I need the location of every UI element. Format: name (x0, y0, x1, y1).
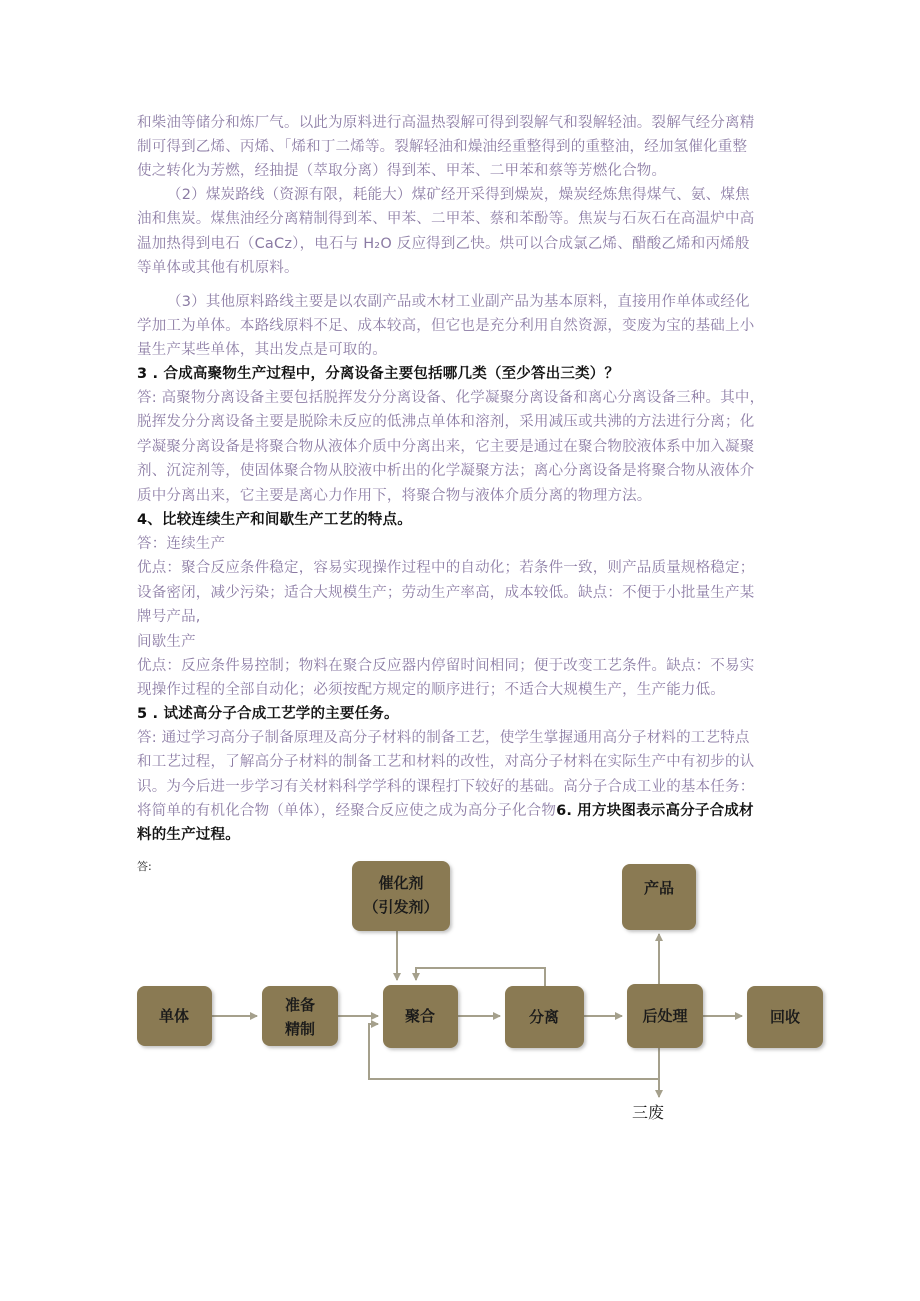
arrow-separate-recycle-polymerize (416, 968, 545, 986)
paragraph-line: 制可得到乙烯、丙烯、「烯和丁二烯等。裂解轻油和燥油经重整得到的重整油，经加氢催化重整 (137, 139, 748, 155)
question-3: 3 . 合成高聚物生产过程中，分离设备主要包括哪几类（至少答出三类）？ (137, 366, 620, 382)
answer-line: 答: 高聚物分离设备主要包括脱挥发分分离设备、化学凝聚分离设备和离心分离设备三种。其中， (137, 390, 765, 406)
label-prep-1: 准备 (284, 996, 316, 1014)
answer-line: 间歇生产 (137, 634, 196, 650)
paragraph-line: 油和焦炭。煤焦油经分离精制得到苯、甲苯、二甲苯、蔡和苯酚等。焦炭与石灰石在高温炉中高 (137, 211, 755, 227)
label-waste: 三废 (631, 1103, 665, 1122)
answer-line: 设备密闭，减少污染；适合大规模生产；劳动生产率高，成本较低。缺点：不便于小批量生产某 (137, 585, 755, 601)
paragraph-line: 温加热得到电石（CaCz），电石与 H₂O 反应得到乙快。烘可以合成氯乙烯、醋酸乙烯和丙烯般 (137, 236, 750, 252)
label-recover: 回收 (769, 1008, 801, 1026)
label-monomer: 单体 (158, 1007, 190, 1025)
label-catalyst-2: （引发剂） (363, 898, 439, 916)
label-catalyst-1: 催化剂 (378, 874, 424, 892)
question-6: 6. 用方块图表示高分子合成材 (556, 803, 754, 819)
answer-line: 优点：聚合反应条件稳定，容易实现操作过程中的自动化；若条件一致，则产品质量规格稳定； (137, 560, 755, 576)
paragraph-line: 量生产某些单体，其出发点是可取的。 (137, 342, 387, 358)
answer-line: 现操作过程的全部自动化；必须按配方规定的顺序进行；不适合大规模生产，生产能力低。 (137, 682, 725, 698)
answer-line: 识。为今后进一步学习有关材料科学学科的课程打下较好的基础。高分子合成工业的基本任务： (137, 779, 755, 795)
label-prep-2: 精制 (284, 1020, 316, 1038)
paragraph-line: （2）煤炭路线（资源有限，耗能大）煤矿经开采得到燥炭，燥炭经炼焦得煤气、氨、煤焦 (167, 187, 750, 203)
answer-line: 将简单的有机化合物（单体），经聚合反应使之成为高分子化合物6. 用方块图表示高分子合成材 (137, 803, 754, 819)
answer-line: 学凝聚分离设备是将聚合物从液体介质中分离出来，它主要是通过在聚合物胶液体系中加入凝聚 (137, 439, 755, 455)
box-product (622, 864, 696, 930)
answer-line: 脱挥发分分离设备主要是脱除未反应的低沸点单体和溶剂，采用减压或共沸的方法进行分离；化 (137, 414, 755, 430)
paragraph-line: 学加工为单体。本路线原料不足、成本较高，但它也是充分利用自然资源，变废为宝的基础上小 (137, 318, 755, 334)
paragraph-line: （3）其他原料路线主要是以农副产品或木材工业副产品为基本原料，直接用作单体或经化 (167, 294, 750, 310)
question-4: 4、比较连续生产和间歇生产工艺的特点。 (137, 512, 412, 528)
label-separate: 分离 (528, 1008, 560, 1026)
paragraph-line: 使之转化为芳燃，经抽提（萃取分离）得到苯、甲苯、二甲苯和蔡等芳燃化合物。 (137, 163, 667, 179)
question-5: 5 . 试述高分子合成工艺学的主要任务。 (137, 706, 399, 722)
answer-mark: 答: (137, 860, 152, 873)
answer-line: 答：连续生产 (137, 536, 226, 552)
label-polymerize: 聚合 (404, 1007, 436, 1025)
answer-line: 优点：反应条件易控制；物料在聚合反应器内停留时间相同；便于改变工艺条件。缺点：不易实 (137, 658, 755, 674)
flow-boxes (137, 861, 823, 1048)
answer-line: 质中分离出来，它主要是离心力作用下，将聚合物与液体介质分离的物理方法。 (137, 488, 652, 504)
label-product: 产品 (643, 879, 675, 897)
answer-line: 牌号产品, (137, 609, 201, 625)
answer-line: 剂、沉淀剂等，使固体聚合物从胶液中析出的化学凝聚方法；离心分离设备是将聚合物从液体介 (137, 463, 755, 479)
flow-labels (159, 874, 800, 1122)
paragraph-line: 等单体或其他有机原料。 (137, 260, 299, 276)
answer-line: 答: 通过学习高分子制备原理及高分子材料的制备工艺，使学生掌握通用高分子材料的工艺特点 (137, 730, 750, 746)
label-posttreat: 后处理 (642, 1007, 688, 1025)
box-catalyst (352, 861, 450, 931)
paragraph-line: 和柴油等储分和炼厂气。以此为原料进行高温热裂解可得到裂解气和裂解轻油。裂解气经分离精 (137, 115, 755, 131)
answer-line: 和工艺过程，了解高分子材料的制备工艺和材料的改性，对高分子材料在实际生产中有初步的认 (137, 754, 755, 770)
question-6-cont: 料的生产过程。 (137, 827, 240, 843)
